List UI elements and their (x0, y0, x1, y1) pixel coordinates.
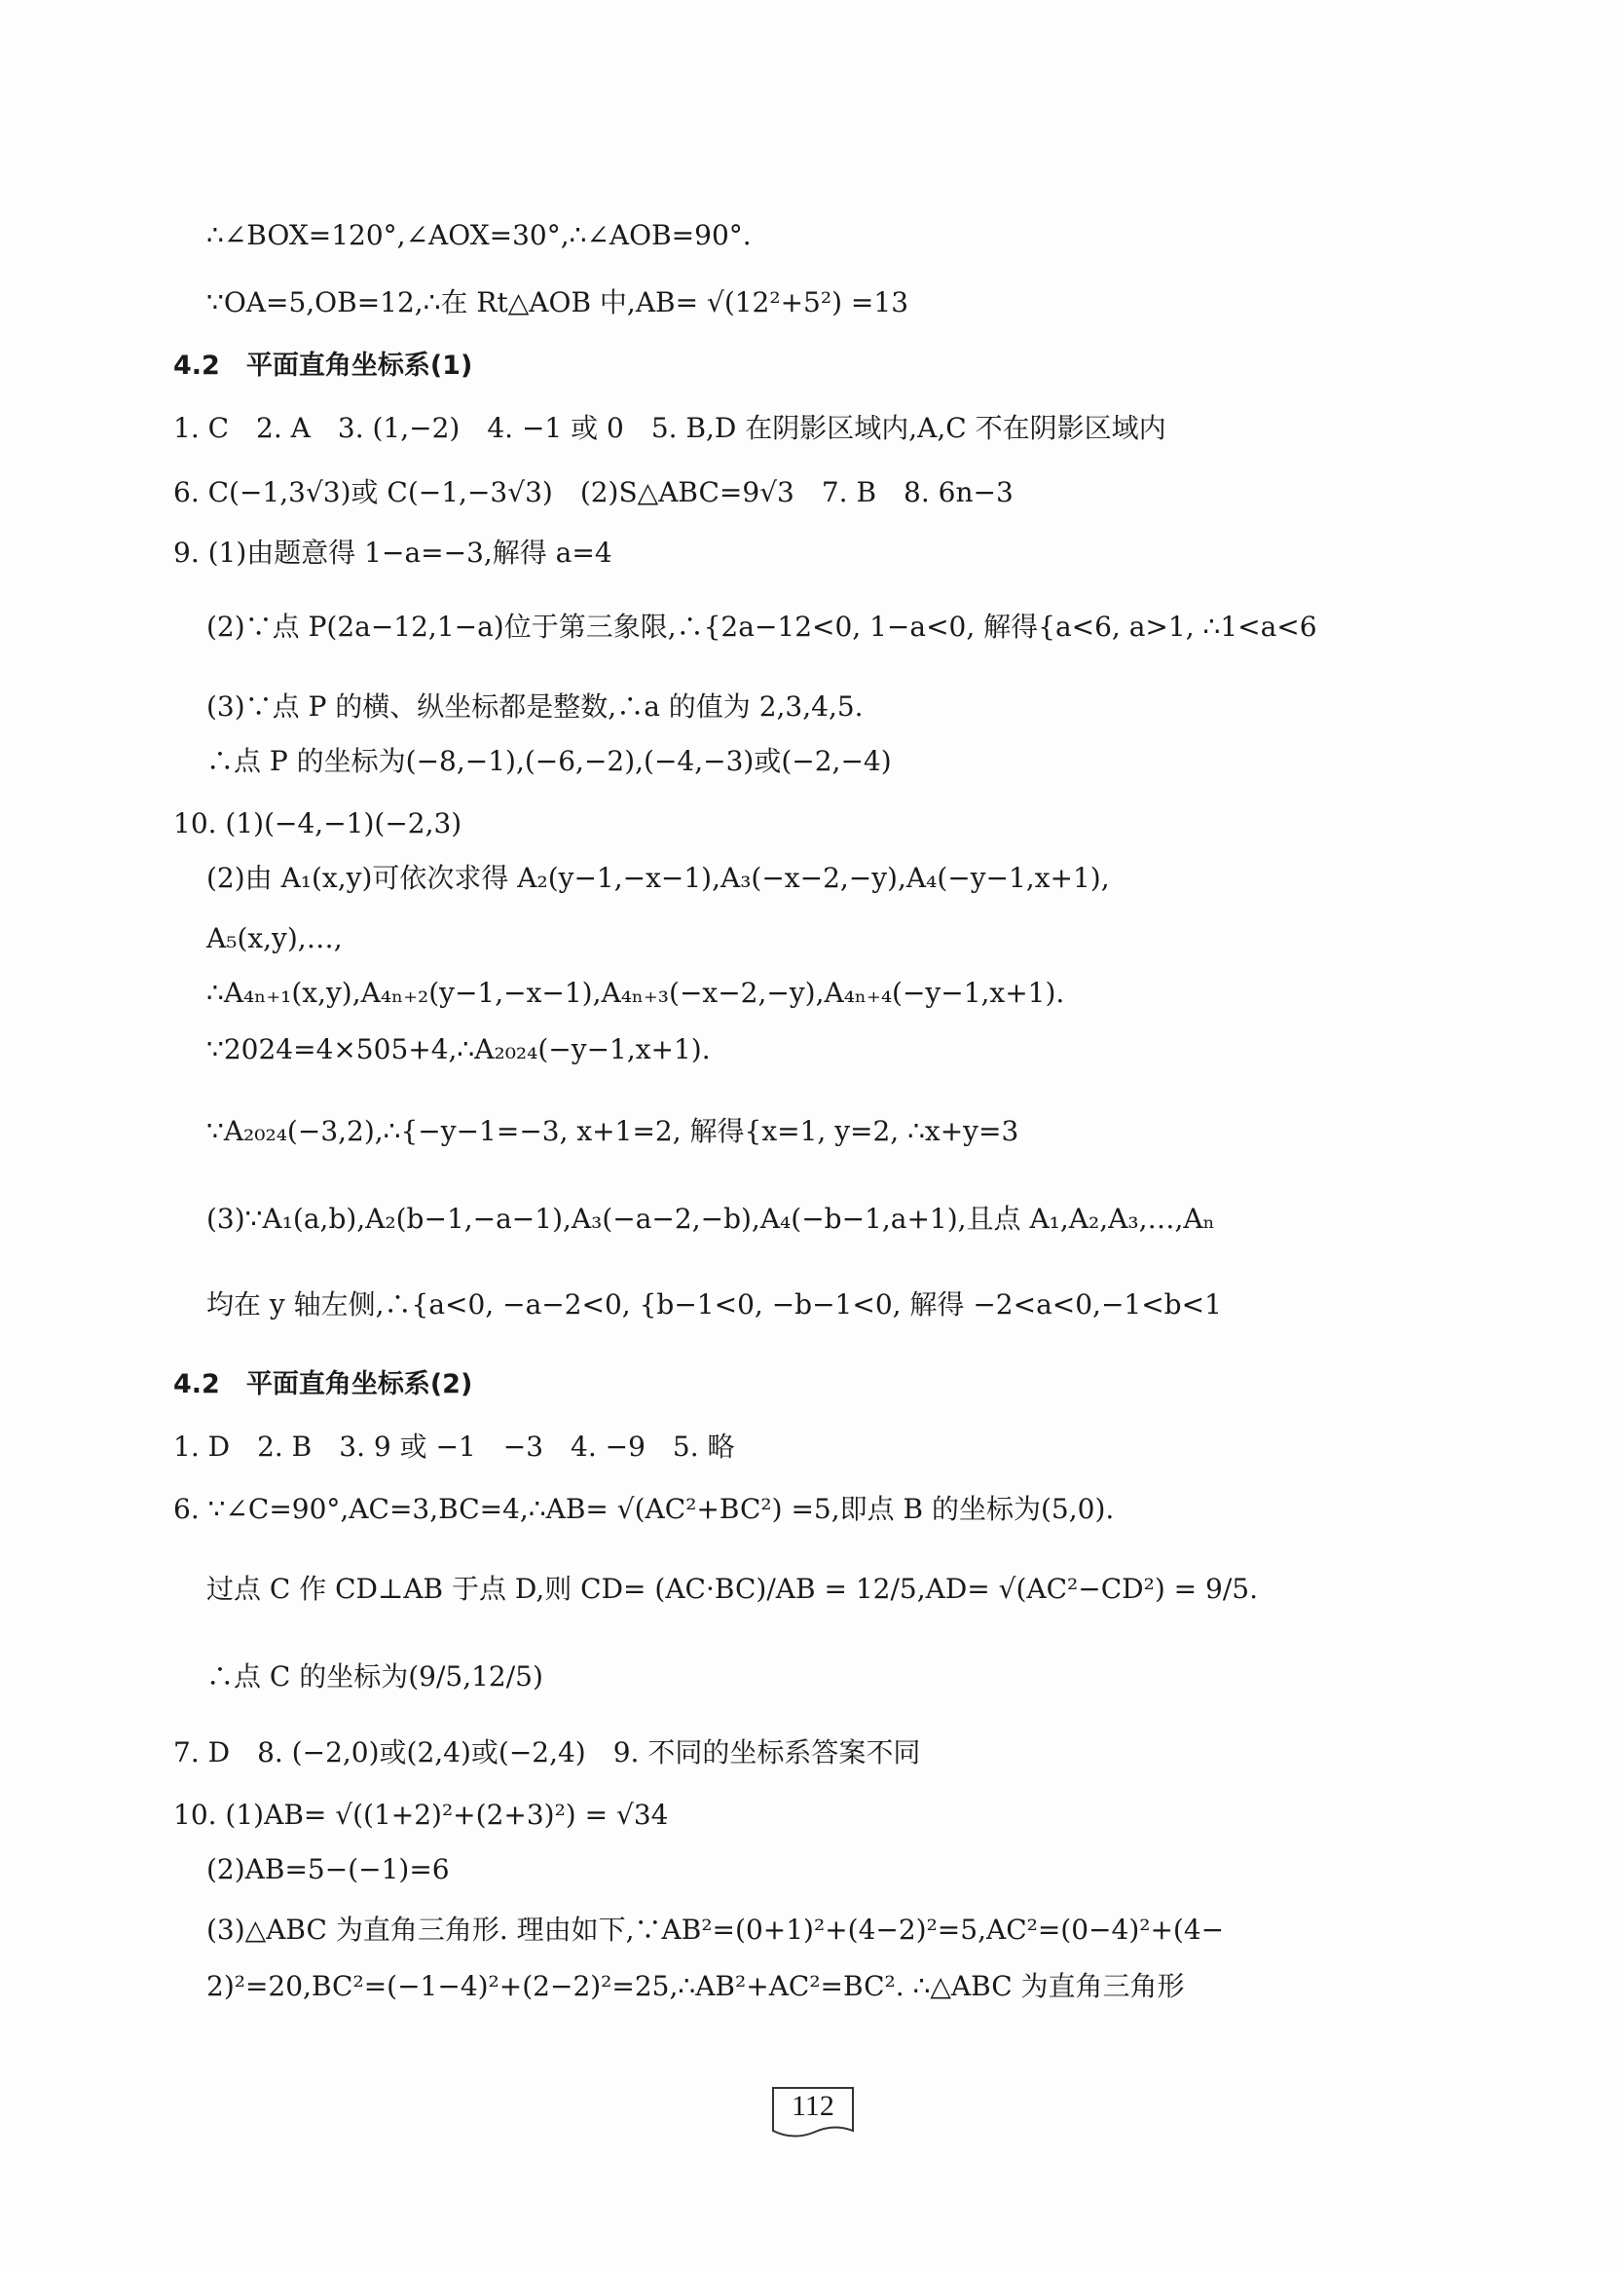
page-number-badge (769, 2084, 857, 2142)
answer-line: 10. (1)(−4,−1)(−2,3) (173, 807, 462, 839)
section-heading: 4.2 平面直角坐标系(2) (173, 1369, 473, 1399)
answer-line: ∵2024=4×505+4,∴A₂₀₂₄(−y−1,x+1). (206, 1033, 711, 1065)
answer-line: (2)AB=5−(−1)=6 (206, 1853, 450, 1885)
answer-line: (2)由 A₁(x,y)可依次求得 A₂(y−1,−x−1),A₃(−x−2,−y),A₄(−y−1,x+1), (206, 862, 1110, 894)
answer-line: 6. C(−1,3√3)或 C(−1,−3√3) (2)S△ABC=9√3 7. B 8. 6n−3 (173, 476, 1014, 508)
answer-line: 6. ∵∠C=90°,AC=3,BC=4,∴AB= √(AC²+BC²) =5,即点 B 的坐标为(5,0). (173, 1493, 1115, 1525)
answer-line: (2)∵点 P(2a−12,1−a)位于第三象限,∴{2a−12<0, 1−a<0, 解得{a<6, a>1, ∴1<a<6 (206, 611, 1317, 643)
answer-line: (3)∵点 P 的横、纵坐标都是整数,∴a 的值为 2,3,4,5. (206, 690, 864, 723)
answer-line: 均在 y 轴左侧,∴{a<0, −a−2<0, {b−1<0, −b−1<0, 解得 −2<a<0,−1<b<1 (206, 1288, 1222, 1321)
answer-line: 7. D 8. (−2,0)或(2,4)或(−2,4) 9. 不同的坐标系答案不同 (173, 1736, 921, 1768)
page-number: 112 (792, 2090, 834, 2122)
answer-line: 10. (1)AB= √((1+2)²+(2+3)²) = √34 (173, 1799, 669, 1831)
text-line: ∴∠BOX=120°,∠AOX=30°,∴∠AOB=90°. (206, 219, 752, 251)
answer-line: ∴点 C 的坐标为(9/5,12/5) (206, 1660, 543, 1693)
answer-line: (3)∵A₁(a,b),A₂(b−1,−a−1),A₃(−a−2,−b),A₄(−b−1,a+1),且点 A₁,A₂,A₃,…,Aₙ (206, 1203, 1215, 1235)
section-heading: 4.2 平面直角坐标系(1) (173, 351, 473, 381)
answer-line: 9. (1)由题意得 1−a=−3,解得 a=4 (173, 537, 612, 569)
answer-line: 2)²=20,BC²=(−1−4)²+(2−2)²=25,∴AB²+AC²=BC². ∴△ABC 为直角三角形 (206, 1970, 1185, 2002)
answer-line: ∵A₂₀₂₄(−3,2),∴{−y−1=−3, x+1=2, 解得{x=1, y=2, ∴x+y=3 (206, 1115, 1019, 1147)
answer-line: 1. C 2. A 3. (1,−2) 4. −1 或 0 5. B,D 在阴影区域内,A,C 不在阴影区域内 (173, 412, 1166, 444)
answer-line: 过点 C 作 CD⊥AB 于点 D,则 CD= (AC·BC)/AB = 12/5,AD= √(AC²−CD²) = 9/5. (206, 1573, 1258, 1605)
answer-line: A₅(x,y),…, (206, 922, 343, 954)
text-line: ∵OA=5,OB=12,∴在 Rt△AOB 中,AB= √(12²+5²) =13 (206, 286, 909, 318)
answer-line: 1. D 2. B 3. 9 或 −1 −3 4. −9 5. 略 (173, 1431, 735, 1463)
answer-line: (3)△ABC 为直角三角形. 理由如下,∵AB²=(0+1)²+(4−2)²=5,AC²=(0−4)²+(4− (206, 1914, 1225, 1946)
answer-line: ∴A₄ₙ₊₁(x,y),A₄ₙ₊₂(y−1,−x−1),A₄ₙ₊₃(−x−2,−y),A₄ₙ₊₄(−y−1,x+1). (206, 977, 1065, 1009)
answer-line: ∴点 P 的坐标为(−8,−1),(−6,−2),(−4,−3)或(−2,−4) (206, 745, 892, 777)
